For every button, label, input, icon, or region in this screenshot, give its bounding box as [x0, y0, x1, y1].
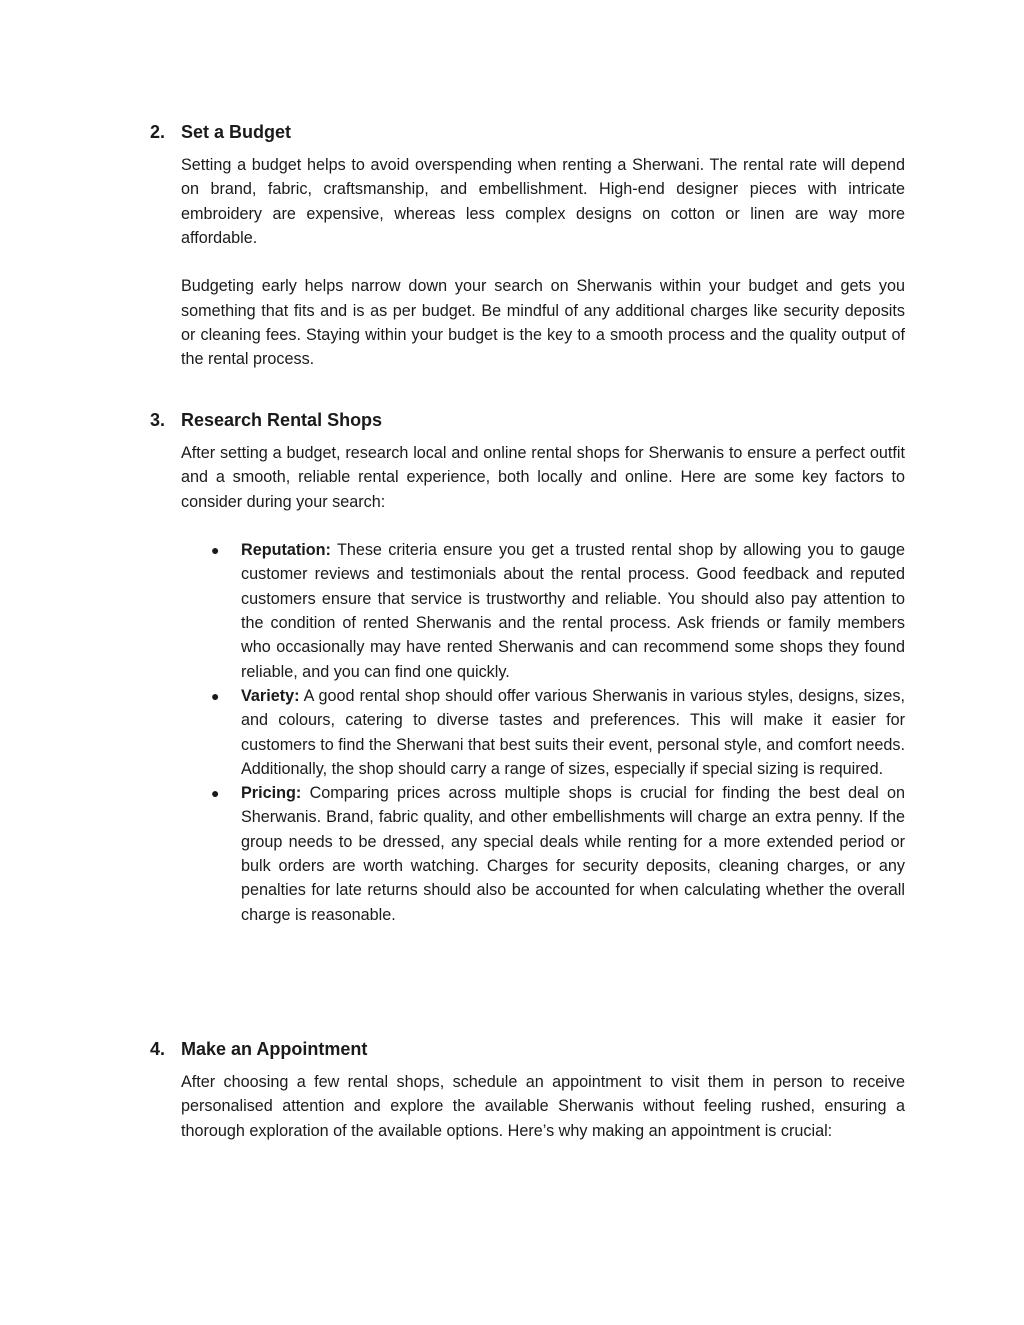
section-number: 3.: [150, 410, 166, 430]
bullet-text: A good rental shop should offer various Sherwanis in various styles, designs, sizes, and colours, catering to diverse tastes and preferences. This will make it easier for customers to find the Sherwani that best suits their event, personal style, and comfort needs. Additionally, the shop should carry a range of sizes, especially if special sizing is required.: [241, 686, 905, 778]
paragraph: Budgeting early helps narrow down your search on Sherwanis within your budget and gets you something that fits and is as per budget. Be mindful of any additional charges like security deposits or cleaning fees. Staying within your budget is the key to a smooth process and the quality output of the rental process.: [181, 277, 905, 369]
paragraph: After choosing a few rental shops, schedule an appointment to visit them in person to receive personalised attention and explore the available Sherwanis without feeling rushed, ensuring a thorough exploration of the available options. Here’s why making an appointment is crucial:: [181, 1073, 905, 1140]
bullet-term: Variety:: [241, 686, 300, 705]
section-heading: [0, 407, 1024, 433]
paragraph: After setting a budget, research local and online rental shops for Sherwanis to ensure a perfect outfit and a smooth, reliable rental experience, both locally and online. Here are some key factors to consider during your search:: [181, 444, 905, 511]
section-title: Research Rental Shops: [181, 410, 383, 430]
section-make-an-appointment: [0, 1036, 1024, 1143]
list-item: [211, 684, 905, 781]
bullet-term: Pricing:: [241, 784, 302, 803]
section-heading: [0, 1036, 1024, 1062]
section-research-rental-shops: [0, 407, 1024, 927]
section-number: 4.: [150, 1039, 166, 1059]
section-set-a-budget: [0, 119, 1024, 372]
section-number: 2.: [150, 122, 166, 142]
factor-list: [0, 538, 1024, 927]
bullet-term: Reputation:: [241, 541, 331, 560]
bullet-icon: ●: [211, 785, 220, 802]
bullet-icon: ●: [211, 687, 220, 704]
list-item: [211, 538, 905, 684]
bullet-text: Comparing prices across multiple shops is crucial for finding the best deal on Sherwanis. Brand, fabric quality, and other embellishments will charge an extra penny. If the group needs to be dressed, any special deals while renting for a more extended period or bulk orders are worth watching. Charges for security deposits, cleaning charges, or any penalties for late returns should also be accounted for when calculating whether the overall charge is reasonable.: [241, 784, 905, 924]
section-title: Set a Budget: [181, 122, 292, 142]
list-item: [211, 781, 905, 927]
bullet-text: These criteria ensure you get a trusted rental shop by allowing you to gauge customer reviews and testimonials about the rental process. Good feedback and reputed customers ensure that service is trustworthy and reliable. You should also pay attention to the condition of rented Sherwanis and the rental process. Ask friends or family members who occasionally may have rented Sherwanis and can recommend some shops they found reliable, and you can find one quickly.: [241, 541, 905, 681]
section-title: Make an Appointment: [181, 1039, 368, 1059]
section-heading: [0, 119, 1024, 145]
paragraph: Setting a budget helps to avoid overspending when renting a Sherwani. The rental rate will depend on brand, fabric, craftsmanship, and embellishment. High-end designer pieces with intricate embroidery are expensive, whereas less complex designs on cotton or linen are way more affordable.: [181, 156, 905, 247]
bullet-icon: ●: [211, 542, 220, 559]
